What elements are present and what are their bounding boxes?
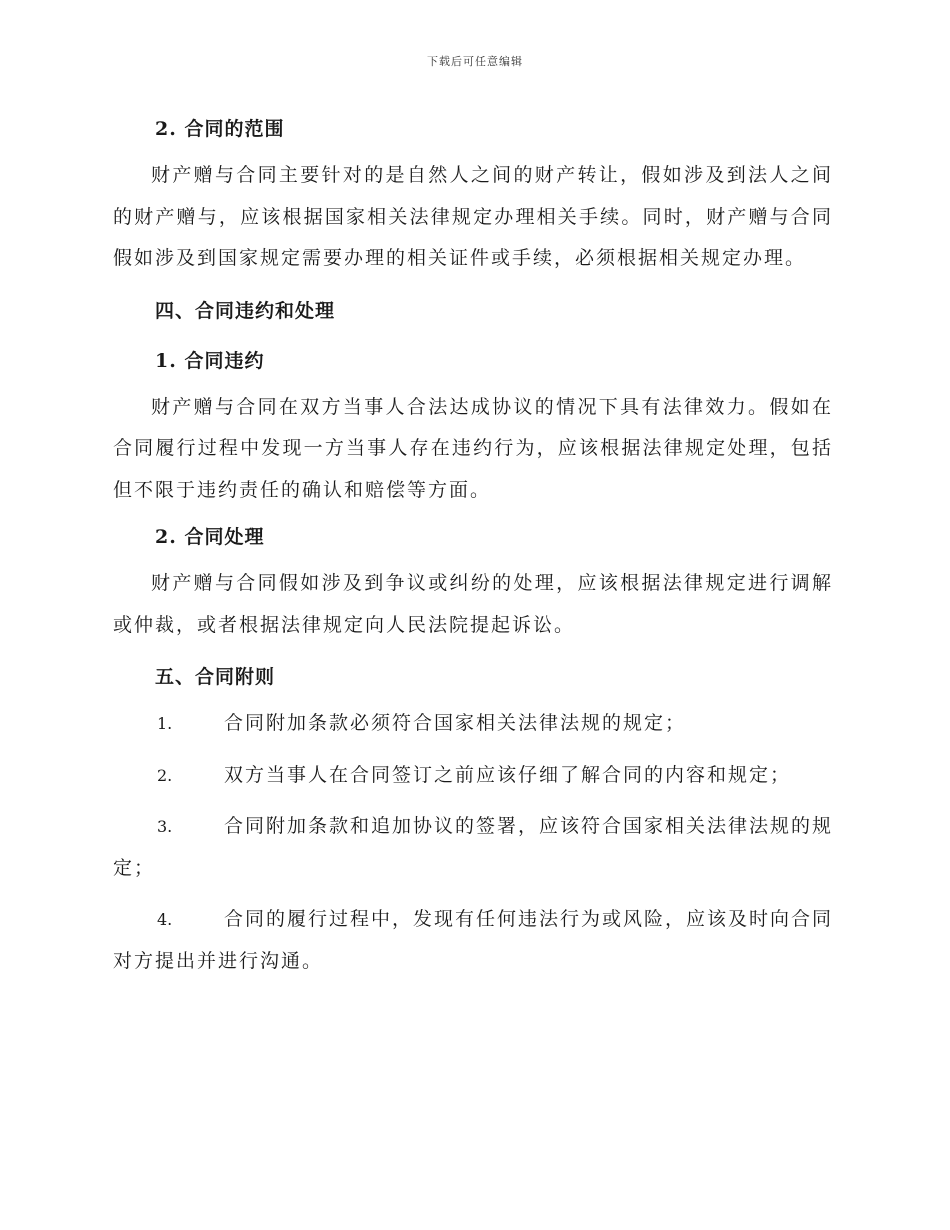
handling-paragraph: 财产赠与合同假如涉及到争议或纠纷的处理，应该根据法律规定进行调解或仲裁，或者根据法律规定向人民法院提起诉讼。 xyxy=(113,572,833,636)
list-item-number: 2. xyxy=(157,765,173,785)
list-item xyxy=(113,899,833,982)
list-item-text: 合同附加条款和追加协议的签署，应该符合国家相关法律法规的规定； xyxy=(113,815,834,879)
list-item-text: 合同的履行过程中，发现有任何违法行为或风险，应该及时向合同对方提出并进行沟通。 xyxy=(113,908,834,972)
page-header: 下载后可任意编辑 xyxy=(427,55,523,68)
list-item-number: 4. xyxy=(157,910,173,929)
scope-paragraph: 财产赠与合同主要针对的是自然人之间的财产转让，假如涉及到法人之间的财产赠与，应该根据国家相关法律规定办理相关手续。同时，财产赠与合同假如涉及到国家规定需要办理的相关证件或手续，必须根据相关规定办理。 xyxy=(113,164,833,269)
list-item xyxy=(113,755,833,797)
document-body xyxy=(113,110,833,982)
appendix-heading: 五、合同附则 xyxy=(155,666,276,688)
scope-heading: 2. 合同的范围 xyxy=(155,118,285,140)
list-item xyxy=(113,806,833,889)
list-item-text: 合同附加条款必须符合国家相关法律法规的规定； xyxy=(224,712,687,734)
breach-section-heading: 四、合同违约和处理 xyxy=(155,299,336,322)
list-item-number: 1. xyxy=(157,714,173,733)
list-item xyxy=(113,703,833,745)
handling-heading: 2. 合同处理 xyxy=(155,526,265,548)
breach-heading: 1. 合同违约 xyxy=(155,349,265,372)
breach-paragraph: 财产赠与合同在双方当事人合法达成协议的情况下具有法律效力。假如在合同履行过程中发现一方当事人存在违约行为，应该根据法律规定处理，包括但不限于违约责任的确认和赔偿等方面。 xyxy=(113,395,833,501)
list-item-number: 3. xyxy=(157,817,173,836)
list-item-text: 双方当事人在合同签订之前应该仔细了解合同的内容和规定； xyxy=(224,763,792,786)
